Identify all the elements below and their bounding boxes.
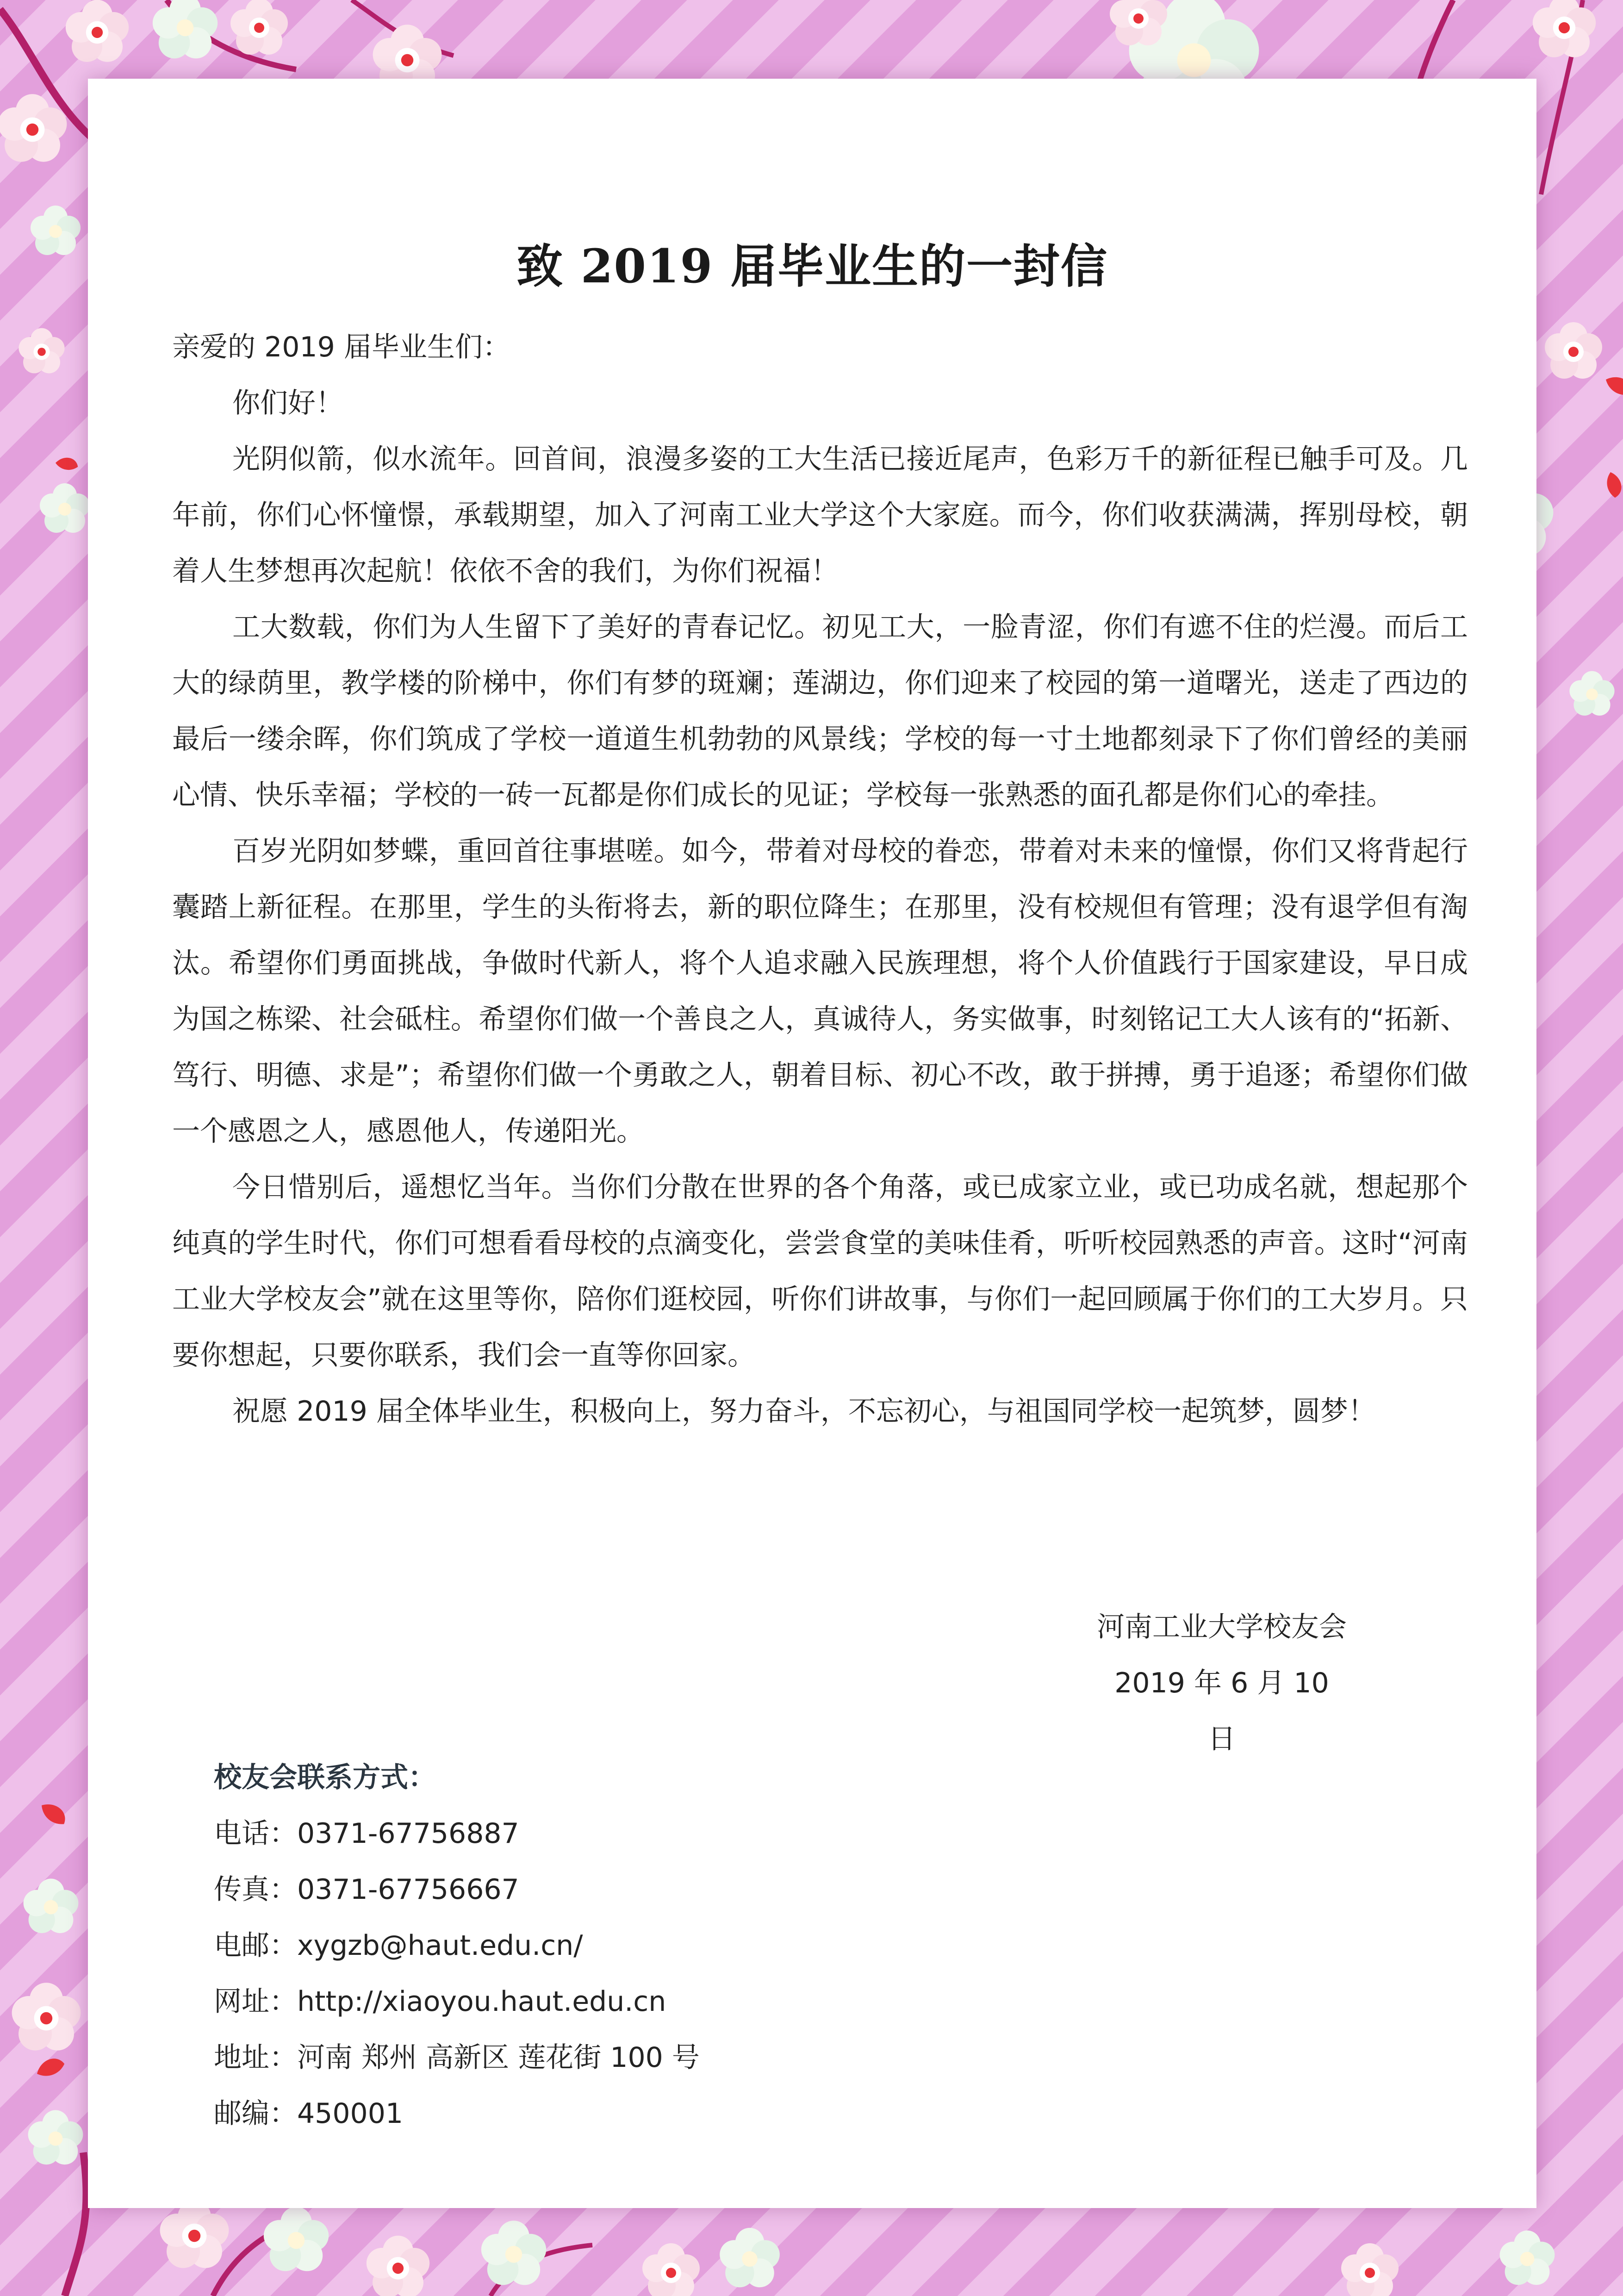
letter-signature bbox=[1097, 1599, 1347, 1767]
letter-title: 致 2019 届毕业生的一封信 bbox=[516, 239, 1108, 293]
letter-paragraph: 祝愿 2019 届全体毕业生，积极向上，努力奋斗，不忘初心，与祖国同学校一起筑梦，圆梦！ bbox=[232, 1395, 1376, 1428]
contact-phone: 电话：0371-67756887 bbox=[214, 1817, 519, 1850]
contact-postcode: 邮编：450001 bbox=[214, 2097, 404, 2130]
contact-email: 电邮：xygzb@haut.edu.cn/ bbox=[214, 1929, 583, 1962]
signature-org: 河南工业大学校友会 bbox=[1097, 1611, 1347, 1643]
letter-salutation: 亲爱的 2019 届毕业生们： bbox=[172, 331, 510, 363]
letter-paragraph: 今日惜别后，遥想忆当年。当你们分散在世界的各个角落，或已成家立业，或已功成名就，想起那个纯真的学生时代，你们可想看看母校的点滴变化，尝尝食堂的美味佳肴，听听校园熟悉的声音。这时“河南工业大学校友会”就在这里等你，陪你们逛校园，听你们讲故事，与你们一起回顾属于你们的工大岁月。只要你想起，只要你联系，我们会一直等你回家。 bbox=[172, 1171, 1468, 1372]
contact-info bbox=[214, 1750, 1047, 2142]
letter-greeting: 你们好！ bbox=[232, 387, 343, 419]
letter-paragraph: 光阴似箭，似水流年。回首间，浪漫多姿的工大生活已接近尾声，色彩万千的新征程已触手可及。几年前，你们心怀憧憬，承载期望，加入了河南工业大学这个大家庭。而今，你们收获满满，挥别母校，朝着人生梦想再次起航！依依不舍的我们，为你们祝福！ bbox=[172, 443, 1468, 587]
blossom-icon bbox=[12, 328, 90, 2165]
contact-heading: 校友会联系方式： bbox=[214, 1761, 436, 1794]
contact-website: 网址：http://xiaoyou.haut.edu.cn bbox=[214, 1985, 666, 2018]
letter-paragraph: 工大数载，你们为人生留下了美好的青春记忆。初见工大，一脸青涩，你们有遮不住的烂漫。而后工大的绿荫里，教学楼的阶梯中，你们有梦的斑斓；莲湖边，你们迎来了校园的第一道曙光，送走了西边的最后一缕余晖，你们筑成了学校一道道生机勃勃的风景线；学校的每一寸土地都刻录下了你们曾经的美丽心情、快乐幸福；学校的一砖一瓦都是你们成长的见证；学校每一张熟悉的面孔都是你们心的牵挂。 bbox=[172, 611, 1468, 811]
letter-body bbox=[172, 319, 1468, 1440]
signature-date: 2019 年 6 月 10 日 bbox=[1114, 1667, 1329, 1755]
letter-paragraph: 百岁光阴如梦蝶，重回首往事堪嗟。如今，带着对母校的眷恋，带着对未来的憧憬，你们又将背起行囊踏上新征程。在那里，学生的头衔将去，新的职位降生；在那里，没有校规但有管理；没有退学但有淘汰。希望你们勇面挑战，争做时代新人，将个人追求融入民族理想，将个人价值践行于国家建设，早日成为国之栋梁、社会砥柱。希望你们做一个善良之人，真诚待人，务实做事，时刻铭记工大人该有的“拓新、笃行、明德、求是”；希望你们做一个勇敢之人，朝着目标、初心不改，敢于拼搏，勇于追逐；希望你们做一个感恩之人，感恩他人，传递阳光。 bbox=[172, 835, 1468, 1148]
letter-sheet bbox=[88, 79, 1536, 2208]
contact-address: 地址：河南 郑州 高新区 莲花街 100 号 bbox=[214, 2041, 700, 2074]
contact-fax: 传真：0371-67756667 bbox=[214, 1873, 519, 1906]
blossom-icon bbox=[160, 2200, 1555, 2296]
